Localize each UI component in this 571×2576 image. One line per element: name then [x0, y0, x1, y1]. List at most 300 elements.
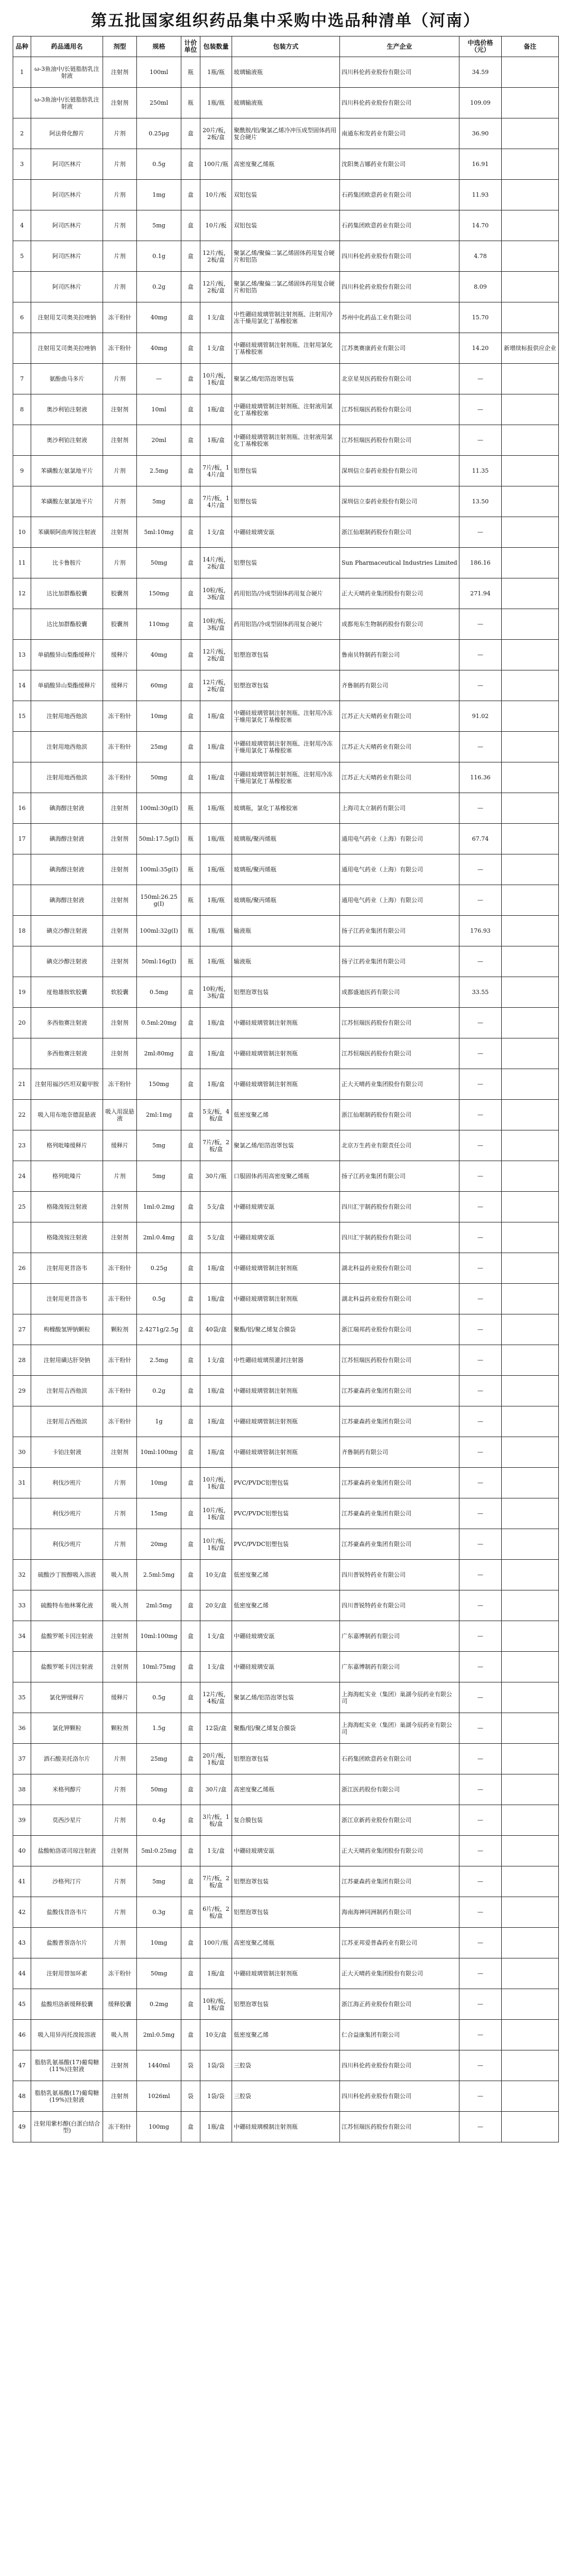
- specification: 0.5g: [137, 149, 181, 180]
- package-type: 中硼硅玻璃管制注射剂瓶: [232, 1284, 340, 1314]
- package-quantity: 3片/板，1板/盒: [200, 1805, 232, 1836]
- remark: [502, 548, 559, 578]
- variety-number: 14: [13, 670, 31, 701]
- package-quantity: 1瓶/盒: [200, 1253, 232, 1284]
- remark: [502, 1222, 559, 1253]
- remark: [502, 88, 559, 118]
- dosage-form: 注射剂: [103, 1652, 137, 1682]
- package-quantity: 1瓶/盒: [200, 394, 232, 425]
- specification: 5ml:0.25mg: [137, 1836, 181, 1866]
- manufacturer: 四川科伦药业股份有限公司: [340, 272, 459, 302]
- table-row: [13, 1253, 559, 1284]
- table-row: [13, 1744, 559, 1774]
- table-row: [13, 149, 559, 180]
- drug-name: 利伐沙班片: [31, 1498, 103, 1529]
- dosage-form: 片剂: [103, 1468, 137, 1498]
- selected-price: 16.91: [459, 149, 502, 180]
- drug-name: 格隆溴铵注射液: [31, 1222, 103, 1253]
- selected-price: 8.09: [459, 272, 502, 302]
- specification: 20ml: [137, 425, 181, 456]
- selected-price: —: [459, 1652, 502, 1682]
- table-row: [13, 118, 559, 149]
- remark: [502, 762, 559, 793]
- variety-number: 4: [13, 210, 31, 241]
- package-type: 中硼硅玻璃安瓿: [232, 1621, 340, 1652]
- selected-price: —: [459, 1590, 502, 1621]
- variety-number: 3: [13, 149, 31, 180]
- table-row: [13, 1192, 559, 1222]
- dosage-form: 冻干粉针: [103, 701, 137, 732]
- variety-number: 23: [13, 1130, 31, 1161]
- table-row: [13, 1713, 559, 1744]
- table-row: [13, 1652, 559, 1682]
- package-type: 输液瓶: [232, 916, 340, 946]
- dosage-form: 片剂: [103, 1897, 137, 1928]
- specification: 2ml:0.5mg: [137, 2020, 181, 2050]
- package-quantity: 10支/盒: [200, 1560, 232, 1590]
- drug-name: 硫酸特布他林雾化液: [31, 1590, 103, 1621]
- header-cell: 中选价格（元）: [459, 36, 502, 57]
- package-quantity: 1瓶/瓶: [200, 916, 232, 946]
- specification: 5mg: [137, 1866, 181, 1897]
- specification: 0.4g: [137, 1805, 181, 1836]
- remark: [502, 1192, 559, 1222]
- selected-price: 67.74: [459, 824, 502, 854]
- remark: [502, 2020, 559, 2050]
- specification: 0.2g: [137, 1376, 181, 1406]
- selected-price: 33.55: [459, 977, 502, 1008]
- manufacturer: 江苏豪森药业集团有限公司: [340, 1866, 459, 1897]
- drug-name: 盐酸伐昔洛韦片: [31, 1897, 103, 1928]
- table-row: [13, 1774, 559, 1805]
- drug-name: 阿司匹林片: [31, 241, 103, 272]
- dosage-form: 吸入剂: [103, 1560, 137, 1590]
- dosage-form: 注射剂: [103, 2050, 137, 2081]
- specification: 2ml:80mg: [137, 1038, 181, 1069]
- drug-name: 氨酚曲马多片: [31, 364, 103, 394]
- package-type: PVC/PVDC铝塑包装: [232, 1529, 340, 1560]
- table-row: [13, 486, 559, 517]
- manufacturer: 浙江海正药业股份有限公司: [340, 1989, 459, 2020]
- specification: 0.25g: [137, 1253, 181, 1284]
- manufacturer: Sun Pharmaceutical Industries Limited: [340, 548, 459, 578]
- table-row: [13, 1529, 559, 1560]
- package-quantity: 40袋/盒: [200, 1314, 232, 1345]
- remark: [502, 1253, 559, 1284]
- specification: 10mg: [137, 701, 181, 732]
- selected-price: —: [459, 517, 502, 548]
- drug-name: 单硝酸异山梨酯缓释片: [31, 640, 103, 670]
- pricing-unit: 瓶: [181, 854, 200, 885]
- manufacturer: 石药集团欧意药业有限公司: [340, 1744, 459, 1774]
- pricing-unit: 瓶: [181, 885, 200, 916]
- table-row: [13, 2081, 559, 2112]
- dosage-form: 片剂: [103, 1161, 137, 1192]
- manufacturer: 江苏恒瑞医药股份有限公司: [340, 1345, 459, 1376]
- selected-price: 15.70: [459, 302, 502, 333]
- specification: 40mg: [137, 333, 181, 364]
- selected-price: —: [459, 2050, 502, 2081]
- table-row: [13, 977, 559, 1008]
- package-quantity: 1瓶/盒: [200, 762, 232, 793]
- dosage-form: 冻干粉针: [103, 1406, 137, 1437]
- specification: 5ml:10mg: [137, 517, 181, 548]
- manufacturer: 正大天晴药业集团股份有限公司: [340, 578, 459, 609]
- manufacturer: 江苏恒瑞医药股份有限公司: [340, 1008, 459, 1038]
- table-row: [13, 762, 559, 793]
- table-row: [13, 1161, 559, 1192]
- pricing-unit: 盒: [181, 425, 200, 456]
- remark: [502, 732, 559, 762]
- specification: 25mg: [137, 732, 181, 762]
- manufacturer: 四川科伦药业股份有限公司: [340, 2050, 459, 2081]
- package-quantity: 100片/瓶: [200, 1928, 232, 1958]
- package-quantity: 1瓶/盒: [200, 2112, 232, 2142]
- manufacturer: 江苏豪森药业集团有限公司: [340, 1529, 459, 1560]
- variety-number: 10: [13, 517, 31, 548]
- manufacturer: 江苏豪森药业集团有限公司: [340, 1498, 459, 1529]
- remark: [502, 2050, 559, 2081]
- package-quantity: 1瓶/盒: [200, 1437, 232, 1468]
- package-type: 聚酰胺/铝/聚氯乙烯冷冲压成型固体药用复合硬片: [232, 118, 340, 149]
- selected-price: —: [459, 1130, 502, 1161]
- selected-price: —: [459, 364, 502, 394]
- package-quantity: 12袋/盒: [200, 1713, 232, 1744]
- selected-price: —: [459, 2112, 502, 2142]
- package-type: 玻璃瓶/聚丙烯瓶: [232, 824, 340, 854]
- dosage-form: 颗粒剂: [103, 1713, 137, 1744]
- drug-name: 格列吡嗪缓释片: [31, 1130, 103, 1161]
- remark: [502, 1805, 559, 1836]
- drug-name: 苯磺酸左氨氯地平片: [31, 486, 103, 517]
- dosage-form: 片剂: [103, 1498, 137, 1529]
- remark: [502, 1498, 559, 1529]
- pricing-unit: 盒: [181, 1161, 200, 1192]
- variety-number: [13, 486, 31, 517]
- remark: [502, 854, 559, 885]
- dosage-form: 冻干粉针: [103, 302, 137, 333]
- pricing-unit: 袋: [181, 2081, 200, 2112]
- drug-name: 碘克沙醇注射液: [31, 946, 103, 977]
- pricing-unit: 盒: [181, 118, 200, 149]
- table-row: [13, 1928, 559, 1958]
- package-type: 玻璃瓶，氯化丁基橡胶塞: [232, 793, 340, 824]
- dosage-form: 缓释片: [103, 670, 137, 701]
- package-quantity: 1瓶/盒: [200, 1406, 232, 1437]
- drug-name: 达比加群酯胶囊: [31, 609, 103, 640]
- package-quantity: 20片/板，2板/盒: [200, 118, 232, 149]
- package-quantity: 1瓶/盒: [200, 1958, 232, 1989]
- dosage-form: 注射剂: [103, 1836, 137, 1866]
- selected-price: 11.93: [459, 180, 502, 210]
- package-type: 玻璃输液瓶: [232, 57, 340, 88]
- manufacturer: 鲁南贝特制药有限公司: [340, 640, 459, 670]
- package-type: 药用铝箔/冷成型固体药用复合硬片: [232, 578, 340, 609]
- manufacturer: 江苏豪森药业集团有限公司: [340, 1406, 459, 1437]
- package-type: 聚酯/铝/聚乙烯复合膜袋: [232, 1713, 340, 1744]
- table-row: [13, 1284, 559, 1314]
- package-type: 聚氯乙烯/铝箔泡罩包装: [232, 364, 340, 394]
- drug-name: 奥沙利铂注射液: [31, 425, 103, 456]
- dosage-form: 缓释片: [103, 1682, 137, 1713]
- variety-number: [13, 333, 31, 364]
- selected-price: —: [459, 793, 502, 824]
- specification: 50mg: [137, 762, 181, 793]
- package-type: 中硼硅玻璃管制注射剂瓶、注射用冷冻干燥用氯化丁基橡胶塞: [232, 732, 340, 762]
- remark: [502, 824, 559, 854]
- pricing-unit: 盒: [181, 1222, 200, 1253]
- drug-name: 吸入用布地奈德混悬液: [31, 1100, 103, 1130]
- variety-number: 19: [13, 977, 31, 1008]
- dosage-form: 缓释片: [103, 640, 137, 670]
- variety-number: 15: [13, 701, 31, 732]
- drug-name: 阿司匹林片: [31, 180, 103, 210]
- selected-price: 91.02: [459, 701, 502, 732]
- remark: [502, 456, 559, 486]
- table-body: [13, 57, 559, 2142]
- manufacturer: 四川汇宇制药股份有限公司: [340, 1192, 459, 1222]
- selected-price: —: [459, 1222, 502, 1253]
- selected-price: 109.09: [459, 88, 502, 118]
- specification: 100ml:30g(I): [137, 793, 181, 824]
- remark: [502, 885, 559, 916]
- pricing-unit: 盒: [181, 1774, 200, 1805]
- remark: [502, 1928, 559, 1958]
- manufacturer: 江苏恒瑞医药股份有限公司: [340, 1038, 459, 1069]
- specification: 1ml:0.2mg: [137, 1192, 181, 1222]
- manufacturer: 四川科伦药业股份有限公司: [340, 2081, 459, 2112]
- table-row: [13, 2112, 559, 2142]
- dosage-form: 冻干粉针: [103, 1253, 137, 1284]
- dosage-form: 片剂: [103, 1529, 137, 1560]
- selected-price: —: [459, 732, 502, 762]
- pricing-unit: 盒: [181, 1836, 200, 1866]
- variety-number: [13, 180, 31, 210]
- package-quantity: 12片/板，2板/盒: [200, 272, 232, 302]
- selected-price: —: [459, 1100, 502, 1130]
- specification: 100mg: [137, 2112, 181, 2142]
- manufacturer: 浙江仙琚制药股份有限公司: [340, 1100, 459, 1130]
- drug-name: 枸橼酸氢钾钠颗粒: [31, 1314, 103, 1345]
- remark: [502, 1774, 559, 1805]
- table-row: [13, 793, 559, 824]
- variety-number: [13, 272, 31, 302]
- manufacturer: 正大天晴药业集团股份有限公司: [340, 1836, 459, 1866]
- package-type: 中硼硅玻璃管制注射剂瓶: [232, 1437, 340, 1468]
- dosage-form: 颗粒剂: [103, 1314, 137, 1345]
- dosage-form: 吸入剂: [103, 1590, 137, 1621]
- header-cell: 备注: [502, 36, 559, 57]
- variety-number: 22: [13, 1100, 31, 1130]
- package-type: 中硼硅玻璃管制注射剂瓶: [232, 1406, 340, 1437]
- manufacturer: 扬子江药业集团有限公司: [340, 1161, 459, 1192]
- selected-price: —: [459, 1008, 502, 1038]
- selected-price: —: [459, 1805, 502, 1836]
- package-quantity: 10粒/板，3板/盒: [200, 609, 232, 640]
- pricing-unit: 盒: [181, 1498, 200, 1529]
- pricing-unit: 盒: [181, 609, 200, 640]
- package-type: 三腔袋: [232, 2050, 340, 2081]
- package-quantity: 10粒/板，3板/盒: [200, 977, 232, 1008]
- table-row: [13, 1682, 559, 1713]
- package-type: 中硼硅玻璃管制注射剂瓶: [232, 1958, 340, 1989]
- dosage-form: 冻干粉针: [103, 1958, 137, 1989]
- pricing-unit: 盒: [181, 1345, 200, 1376]
- remark: [502, 1437, 559, 1468]
- table-row: [13, 1038, 559, 1069]
- manufacturer: 齐鲁制药有限公司: [340, 1437, 459, 1468]
- package-quantity: 1瓶/瓶: [200, 946, 232, 977]
- manufacturer: 上海海虹实业（集团）巢湖今辰药业有限公司: [340, 1682, 459, 1713]
- drug-name: 利伐沙班片: [31, 1468, 103, 1498]
- manufacturer: 深圳信立泰药业股份有限公司: [340, 486, 459, 517]
- specification: 50mg: [137, 548, 181, 578]
- remark: [502, 180, 559, 210]
- manufacturer: 浙江瑞邦药业股份有限公司: [340, 1314, 459, 1345]
- selected-price: 271.94: [459, 578, 502, 609]
- package-quantity: 10片/板: [200, 210, 232, 241]
- drug-name: 阿司匹林片: [31, 272, 103, 302]
- manufacturer: 江苏恒瑞医药股份有限公司: [340, 425, 459, 456]
- pricing-unit: 瓶: [181, 824, 200, 854]
- pricing-unit: 盒: [181, 1682, 200, 1713]
- variety-number: [13, 425, 31, 456]
- package-quantity: 1瓶/盒: [200, 1376, 232, 1406]
- variety-number: 39: [13, 1805, 31, 1836]
- dosage-form: 吸入剂: [103, 2020, 137, 2050]
- dosage-form: 片剂: [103, 364, 137, 394]
- variety-number: 36: [13, 1713, 31, 1744]
- package-quantity: 1瓶/瓶: [200, 854, 232, 885]
- manufacturer: 浙江京新药业股份有限公司: [340, 1805, 459, 1836]
- dosage-form: 冻干粉针: [103, 1284, 137, 1314]
- package-quantity: 100片/瓶: [200, 149, 232, 180]
- pricing-unit: 盒: [181, 486, 200, 517]
- drug-name: 单硝酸异山梨酯缓释片: [31, 670, 103, 701]
- table-row: [13, 210, 559, 241]
- dosage-form: 冻干粉针: [103, 2112, 137, 2142]
- drug-name: 碘克沙醇注射液: [31, 916, 103, 946]
- manufacturer: 正大天晴药业集团股份有限公司: [340, 1958, 459, 1989]
- specification: 100ml:35g(I): [137, 854, 181, 885]
- pricing-unit: 盒: [181, 1713, 200, 1744]
- remark: [502, 1069, 559, 1100]
- variety-number: 29: [13, 1376, 31, 1406]
- selected-price: 4.78: [459, 241, 502, 272]
- specification: 0.2g: [137, 272, 181, 302]
- specification: 2ml:0.4mg: [137, 1222, 181, 1253]
- selected-price: —: [459, 1314, 502, 1345]
- manufacturer: 浙江医药股份有限公司: [340, 1774, 459, 1805]
- remark: [502, 1284, 559, 1314]
- specification: 10ml:100mg: [137, 1437, 181, 1468]
- specification: 40mg: [137, 302, 181, 333]
- selected-price: —: [459, 1069, 502, 1100]
- pricing-unit: 盒: [181, 1621, 200, 1652]
- pricing-unit: 盒: [181, 977, 200, 1008]
- package-type: 中硼硅玻璃管制注射剂瓶: [232, 1253, 340, 1284]
- variety-number: [13, 88, 31, 118]
- pricing-unit: 盒: [181, 1192, 200, 1222]
- remark: [502, 425, 559, 456]
- drug-name: 注射用地西他滨: [31, 701, 103, 732]
- specification: 1g: [137, 1406, 181, 1437]
- pricing-unit: 盒: [181, 1376, 200, 1406]
- variety-number: 5: [13, 241, 31, 272]
- remark: [502, 57, 559, 88]
- specification: 1440ml: [137, 2050, 181, 2081]
- pricing-unit: 盒: [181, 1253, 200, 1284]
- table-row: [13, 548, 559, 578]
- pricing-unit: 袋: [181, 2050, 200, 2081]
- dosage-form: 冻干粉针: [103, 762, 137, 793]
- remark: [502, 210, 559, 241]
- pricing-unit: 盒: [181, 1928, 200, 1958]
- selected-price: —: [459, 1682, 502, 1713]
- drug-name: 利伐沙班片: [31, 1529, 103, 1560]
- table-row: [13, 732, 559, 762]
- drug-name: 氯化钾颗粒: [31, 1713, 103, 1744]
- table-row: [13, 670, 559, 701]
- selected-price: —: [459, 1376, 502, 1406]
- table-row: [13, 364, 559, 394]
- drug-name: 格隆溴铵注射液: [31, 1192, 103, 1222]
- selected-price: —: [459, 425, 502, 456]
- drug-name: 吸入用异丙托溴铵溶液: [31, 2020, 103, 2050]
- package-quantity: 1支/盒: [200, 1345, 232, 1376]
- package-quantity: 20片/板，1板/盒: [200, 1744, 232, 1774]
- manufacturer: 北京万生药业有限责任公司: [340, 1130, 459, 1161]
- variety-number: [13, 854, 31, 885]
- table-row: [13, 302, 559, 333]
- package-type: 聚氯乙烯/聚偏二氯乙烯固体药用复合硬片和铝箔: [232, 241, 340, 272]
- specification: 2ml:5mg: [137, 1590, 181, 1621]
- dosage-form: 片剂: [103, 1805, 137, 1836]
- dosage-form: 缓释片: [103, 1130, 137, 1161]
- specification: 10mg: [137, 1928, 181, 1958]
- dosage-form: 缓释胶囊: [103, 1989, 137, 2020]
- table-row: [13, 701, 559, 732]
- table-row: [13, 946, 559, 977]
- package-type: 铝塑泡罩包装: [232, 977, 340, 1008]
- selected-price: —: [459, 1437, 502, 1468]
- package-type: 中硼硅玻璃管制注射剂瓶、注射液用氯化丁基橡胶塞: [232, 425, 340, 456]
- package-type: 中硼硅玻璃管制注射剂瓶: [232, 1008, 340, 1038]
- package-quantity: 1支/盒: [200, 1836, 232, 1866]
- table-row: [13, 1836, 559, 1866]
- selected-price: —: [459, 946, 502, 977]
- dosage-form: 注射剂: [103, 793, 137, 824]
- package-type: 铝塑泡罩包装: [232, 1744, 340, 1774]
- pricing-unit: 盒: [181, 2020, 200, 2050]
- package-type: PVC/PVDC铝塑包装: [232, 1498, 340, 1529]
- variety-number: [13, 1222, 31, 1253]
- package-quantity: 12片/板，4板/盒: [200, 1682, 232, 1713]
- drug-name: 注射用地西他滨: [31, 732, 103, 762]
- package-type: 玻璃输液瓶: [232, 88, 340, 118]
- package-quantity: 14片/板，2板/盒: [200, 548, 232, 578]
- manufacturer: 湖北科益药业股份有限公司: [340, 1253, 459, 1284]
- package-type: 中硼硅玻璃安瓿: [232, 1192, 340, 1222]
- pricing-unit: 瓶: [181, 793, 200, 824]
- remark: [502, 793, 559, 824]
- package-type: 中硼硅玻璃管制注射剂瓶、注射用冷冻干燥用氯化丁基橡胶塞: [232, 701, 340, 732]
- drug-name: 碘海醇注射液: [31, 854, 103, 885]
- specification: 0.2mg: [137, 1989, 181, 2020]
- table-row: [13, 1989, 559, 2020]
- drug-name: 盐酸坦洛新缓释胶囊: [31, 1989, 103, 2020]
- package-type: 中性硼硅玻璃管制注射剂瓶、注射用冷冻干燥用氯化丁基橡胶塞: [232, 302, 340, 333]
